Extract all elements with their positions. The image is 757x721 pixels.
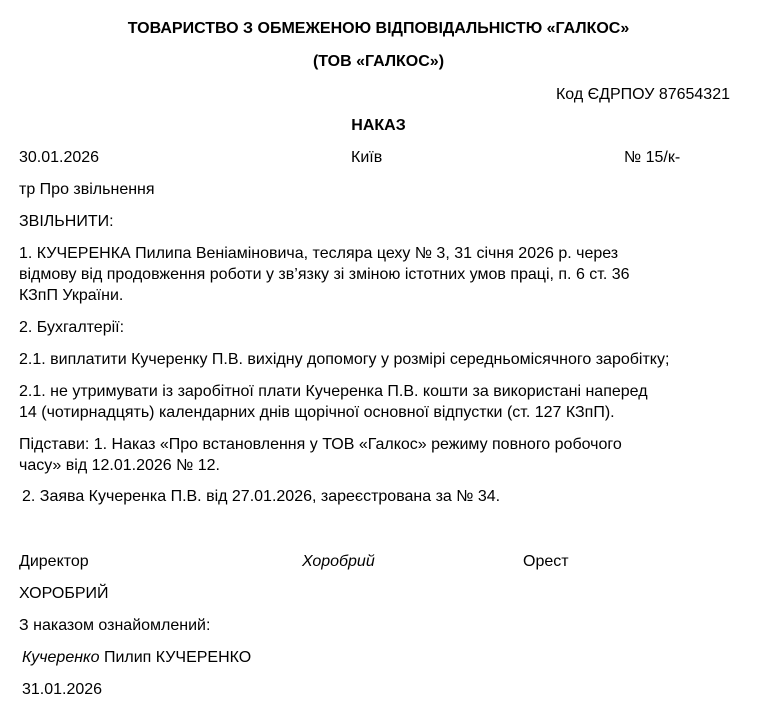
employee-acquaint-date: 31.01.2026	[22, 681, 103, 698]
director-position: Директор	[19, 553, 89, 570]
item-1-line-3: КЗпП України.	[19, 287, 124, 304]
director-first-name: Орест	[523, 553, 569, 570]
edrpou-code: Код ЄДРПОУ 87654321	[555, 86, 730, 103]
item-2-heading: 2. Бухгалтерії:	[19, 319, 125, 336]
company-name: ТОВАРИСТВО З ОБМЕЖЕНОЮ ВІДПОВІДАЛЬНІСТЮ «ГАЛКОС»	[127, 20, 630, 37]
director-surname: ХОРОБРИЙ	[19, 585, 109, 602]
order-subject: тр Про звільнення	[19, 181, 155, 198]
employee-signature-line	[22, 648, 251, 668]
director-signature: Хоробрий	[302, 553, 375, 570]
item-2-1-deduction-line-1: 2.1. не утримувати із заробітної плати Кучеренка П.В. кошти за використані наперед	[19, 383, 648, 400]
employee-signature: Кучеренко	[22, 649, 100, 666]
item-1-line-1: 1. КУЧЕРЕНКА Пилипа Веніаміновича, тесляра цеху № 3, 31 січня 2026 р. через	[19, 245, 619, 262]
item-2-1-payment: 2.1. виплатити Кучеренку П.В. вихідну допомогу у розмірі середньомісячного заробітку;	[19, 351, 670, 368]
order-city: Київ	[351, 149, 383, 166]
dismiss-heading: ЗВІЛЬНИТИ:	[19, 213, 114, 230]
order-date: 30.01.2026	[19, 149, 100, 166]
company-short-name: (ТОВ «ГАЛКОС»)	[312, 53, 445, 70]
basis-item-2: 2. Заява Кучеренка П.В. від 27.01.2026, зареєстрована за № 34.	[22, 488, 501, 505]
document-title: НАКАЗ	[351, 117, 406, 134]
employee-name: Пилип КУЧЕРЕНКО	[103, 649, 252, 666]
acquainted-label: З наказом ознайомлений:	[19, 617, 211, 634]
basis-line-2: часу» від 12.01.2026 № 12.	[19, 457, 220, 474]
order-number: № 15/к-	[624, 149, 681, 166]
basis-line-1: Підстави: 1. Наказ «Про встановлення у ТОВ «Галкос» режиму повного робочого	[19, 436, 622, 453]
item-1-line-2: відмову від продовження роботи у зв’язку зі зміною істотних умов праці, п. 6 ст. 36	[19, 266, 630, 283]
item-2-1-deduction-line-2: 14 (чотирнадцять) календарних днів щорічної основної відпустки (ст. 127 КЗпП).	[19, 404, 615, 421]
